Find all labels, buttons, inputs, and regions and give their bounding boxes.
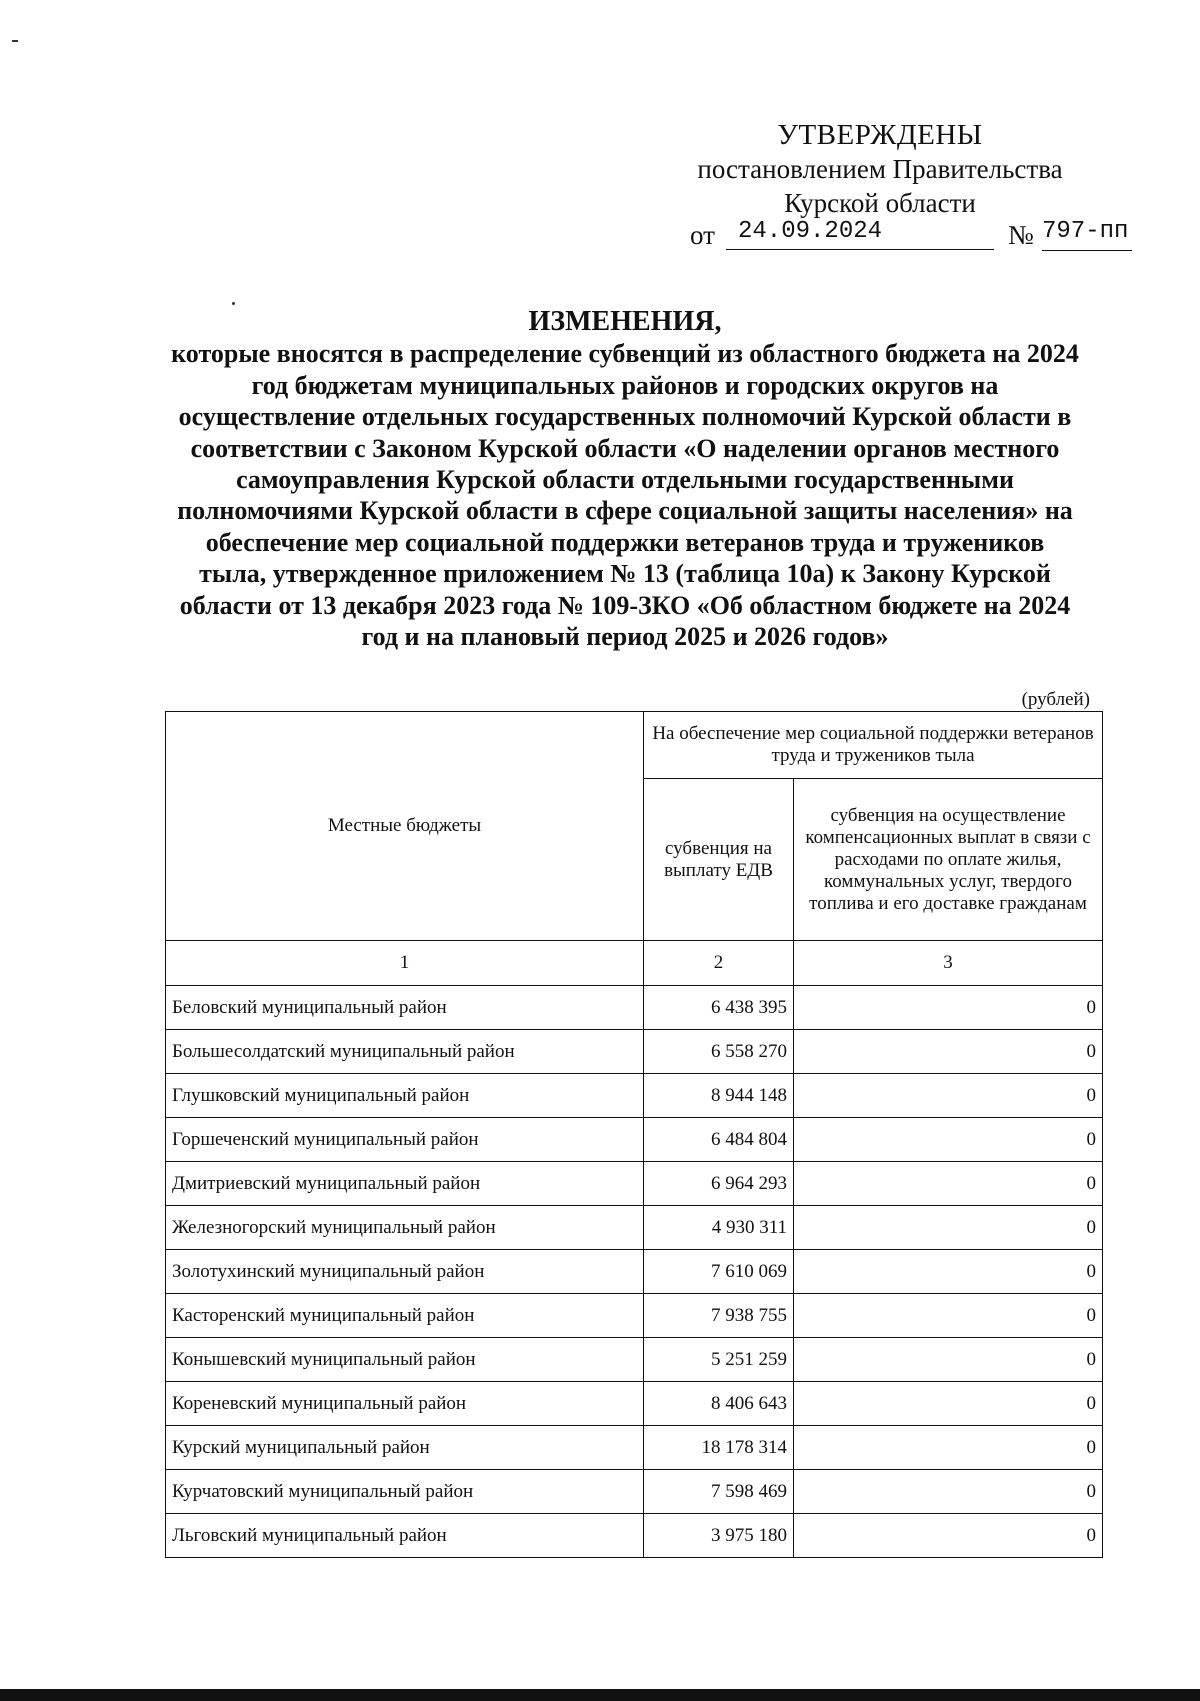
compensation-amount: 0 xyxy=(794,1118,1103,1162)
district-name: Железногорский муниципальный район xyxy=(166,1206,644,1250)
edv-amount: 8 406 643 xyxy=(644,1382,794,1426)
table-row xyxy=(166,1206,1103,1250)
table-row xyxy=(166,1162,1103,1206)
compensation-amount: 0 xyxy=(794,986,1103,1030)
edv-amount: 5 251 259 xyxy=(644,1338,794,1382)
table-row xyxy=(166,1294,1103,1338)
table-row xyxy=(166,1030,1103,1074)
edv-amount: 7 938 755 xyxy=(644,1294,794,1338)
district-name: Горшеченский муниципальный район xyxy=(166,1118,644,1162)
district-name: Льговский муниципальный район xyxy=(166,1514,644,1558)
district-name: Курчатовский муниципальный район xyxy=(166,1470,644,1514)
compensation-amount: 0 xyxy=(794,1074,1103,1118)
number-prefix: № xyxy=(1008,220,1034,250)
district-name: Конышевский муниципальный район xyxy=(166,1338,644,1382)
edv-amount: 4 930 311 xyxy=(644,1206,794,1250)
unit-label: (рублей) xyxy=(900,689,1090,712)
compensation-amount: 0 xyxy=(794,1294,1103,1338)
compensation-amount: 0 xyxy=(794,1382,1103,1426)
title-body: которые вносятся в распределение субвенций из областного бюджета на 2024 год бюджетам муниципальных районов и городских округов на осуществление отдельных государственных полномочий Курской области в соответствии с Законом Курской области «О наделении органов местного самоуправления Курской области отдельными государственными полномочиями Курской области в сфере социальной защиты населения» на обеспечение мер социальной поддержки ветеранов труда и тружеников тыла, утвержденное приложением № 13 (таблица 10а) к Закону Курской области от 13 декабря 2023 года № 109-ЗКО «Об областном бюджете на 2024 год и на плановый период 2025 и 2026 годов» xyxy=(171,339,1079,652)
edv-amount: 3 975 180 xyxy=(644,1514,794,1558)
district-name: Золотухинский муниципальный район xyxy=(166,1250,644,1294)
header-compensation: субвенция на осуществление компенсационных выплат в связи с расходами по оплате жилья, коммунальных услуг, твердого топлива и его доставке гражданам xyxy=(794,779,1103,941)
district-name: Касторенский муниципальный район xyxy=(166,1294,644,1338)
edv-amount: 6 558 270 xyxy=(644,1030,794,1074)
edv-amount: 7 598 469 xyxy=(644,1470,794,1514)
compensation-amount: 0 xyxy=(794,1030,1103,1074)
table-row xyxy=(166,1514,1103,1558)
column-number-1: 1 xyxy=(166,941,644,986)
subsidy-table xyxy=(165,711,1103,1558)
district-name: Глушковский муниципальный район xyxy=(166,1074,644,1118)
title-heading: ИЗМЕНЕНИЯ, xyxy=(528,306,722,337)
column-number-3: 3 xyxy=(794,941,1103,986)
table-row xyxy=(166,986,1103,1030)
scan-edge-mark xyxy=(12,40,18,42)
edv-amount: 6 438 395 xyxy=(644,986,794,1030)
edv-amount: 6 964 293 xyxy=(644,1162,794,1206)
compensation-amount: 0 xyxy=(794,1162,1103,1206)
approval-line-3: Курской области xyxy=(784,188,976,218)
edv-amount: 7 610 069 xyxy=(644,1250,794,1294)
district-name: Большесолдатский муниципальный район xyxy=(166,1030,644,1074)
header-group: На обеспечение мер социальной поддержки ветеранов труда и тружеников тыла xyxy=(644,712,1103,779)
table-body xyxy=(166,986,1103,1558)
document-title xyxy=(170,306,1080,652)
table-row xyxy=(166,1426,1103,1470)
edv-amount: 18 178 314 xyxy=(644,1426,794,1470)
table-row xyxy=(166,1470,1103,1514)
approval-number: 797-пп xyxy=(1042,218,1132,251)
compensation-amount: 0 xyxy=(794,1338,1103,1382)
header-edv: субвенция на выплату ЕДВ xyxy=(644,779,794,941)
approval-block xyxy=(660,118,1100,220)
header-local-budgets: Местные бюджеты xyxy=(166,712,644,941)
compensation-amount: 0 xyxy=(794,1470,1103,1514)
district-name: Курский муниципальный район xyxy=(166,1426,644,1470)
district-name: Беловский муниципальный район xyxy=(166,986,644,1030)
edv-amount: 8 944 148 xyxy=(644,1074,794,1118)
scan-bottom-edge xyxy=(0,1689,1200,1701)
compensation-amount: 0 xyxy=(794,1514,1103,1558)
approval-date-line xyxy=(690,218,1129,254)
compensation-amount: 0 xyxy=(794,1426,1103,1470)
compensation-amount: 0 xyxy=(794,1206,1103,1250)
compensation-amount: 0 xyxy=(794,1250,1103,1294)
table-row xyxy=(166,1074,1103,1118)
scan-speck xyxy=(232,302,235,305)
table-row xyxy=(166,1250,1103,1294)
table-row xyxy=(166,1338,1103,1382)
date-prefix: от xyxy=(690,220,715,250)
approval-date: 24.09.2024 xyxy=(726,218,994,250)
approval-line-2: постановлением Правительства xyxy=(697,154,1063,184)
edv-amount: 6 484 804 xyxy=(644,1118,794,1162)
column-number-2: 2 xyxy=(644,941,794,986)
table-row xyxy=(166,1382,1103,1426)
district-name: Кореневский муниципальный район xyxy=(166,1382,644,1426)
approval-heading: УТВЕРЖДЕНЫ xyxy=(777,119,983,151)
table-row xyxy=(166,1118,1103,1162)
district-name: Дмитриевский муниципальный район xyxy=(166,1162,644,1206)
